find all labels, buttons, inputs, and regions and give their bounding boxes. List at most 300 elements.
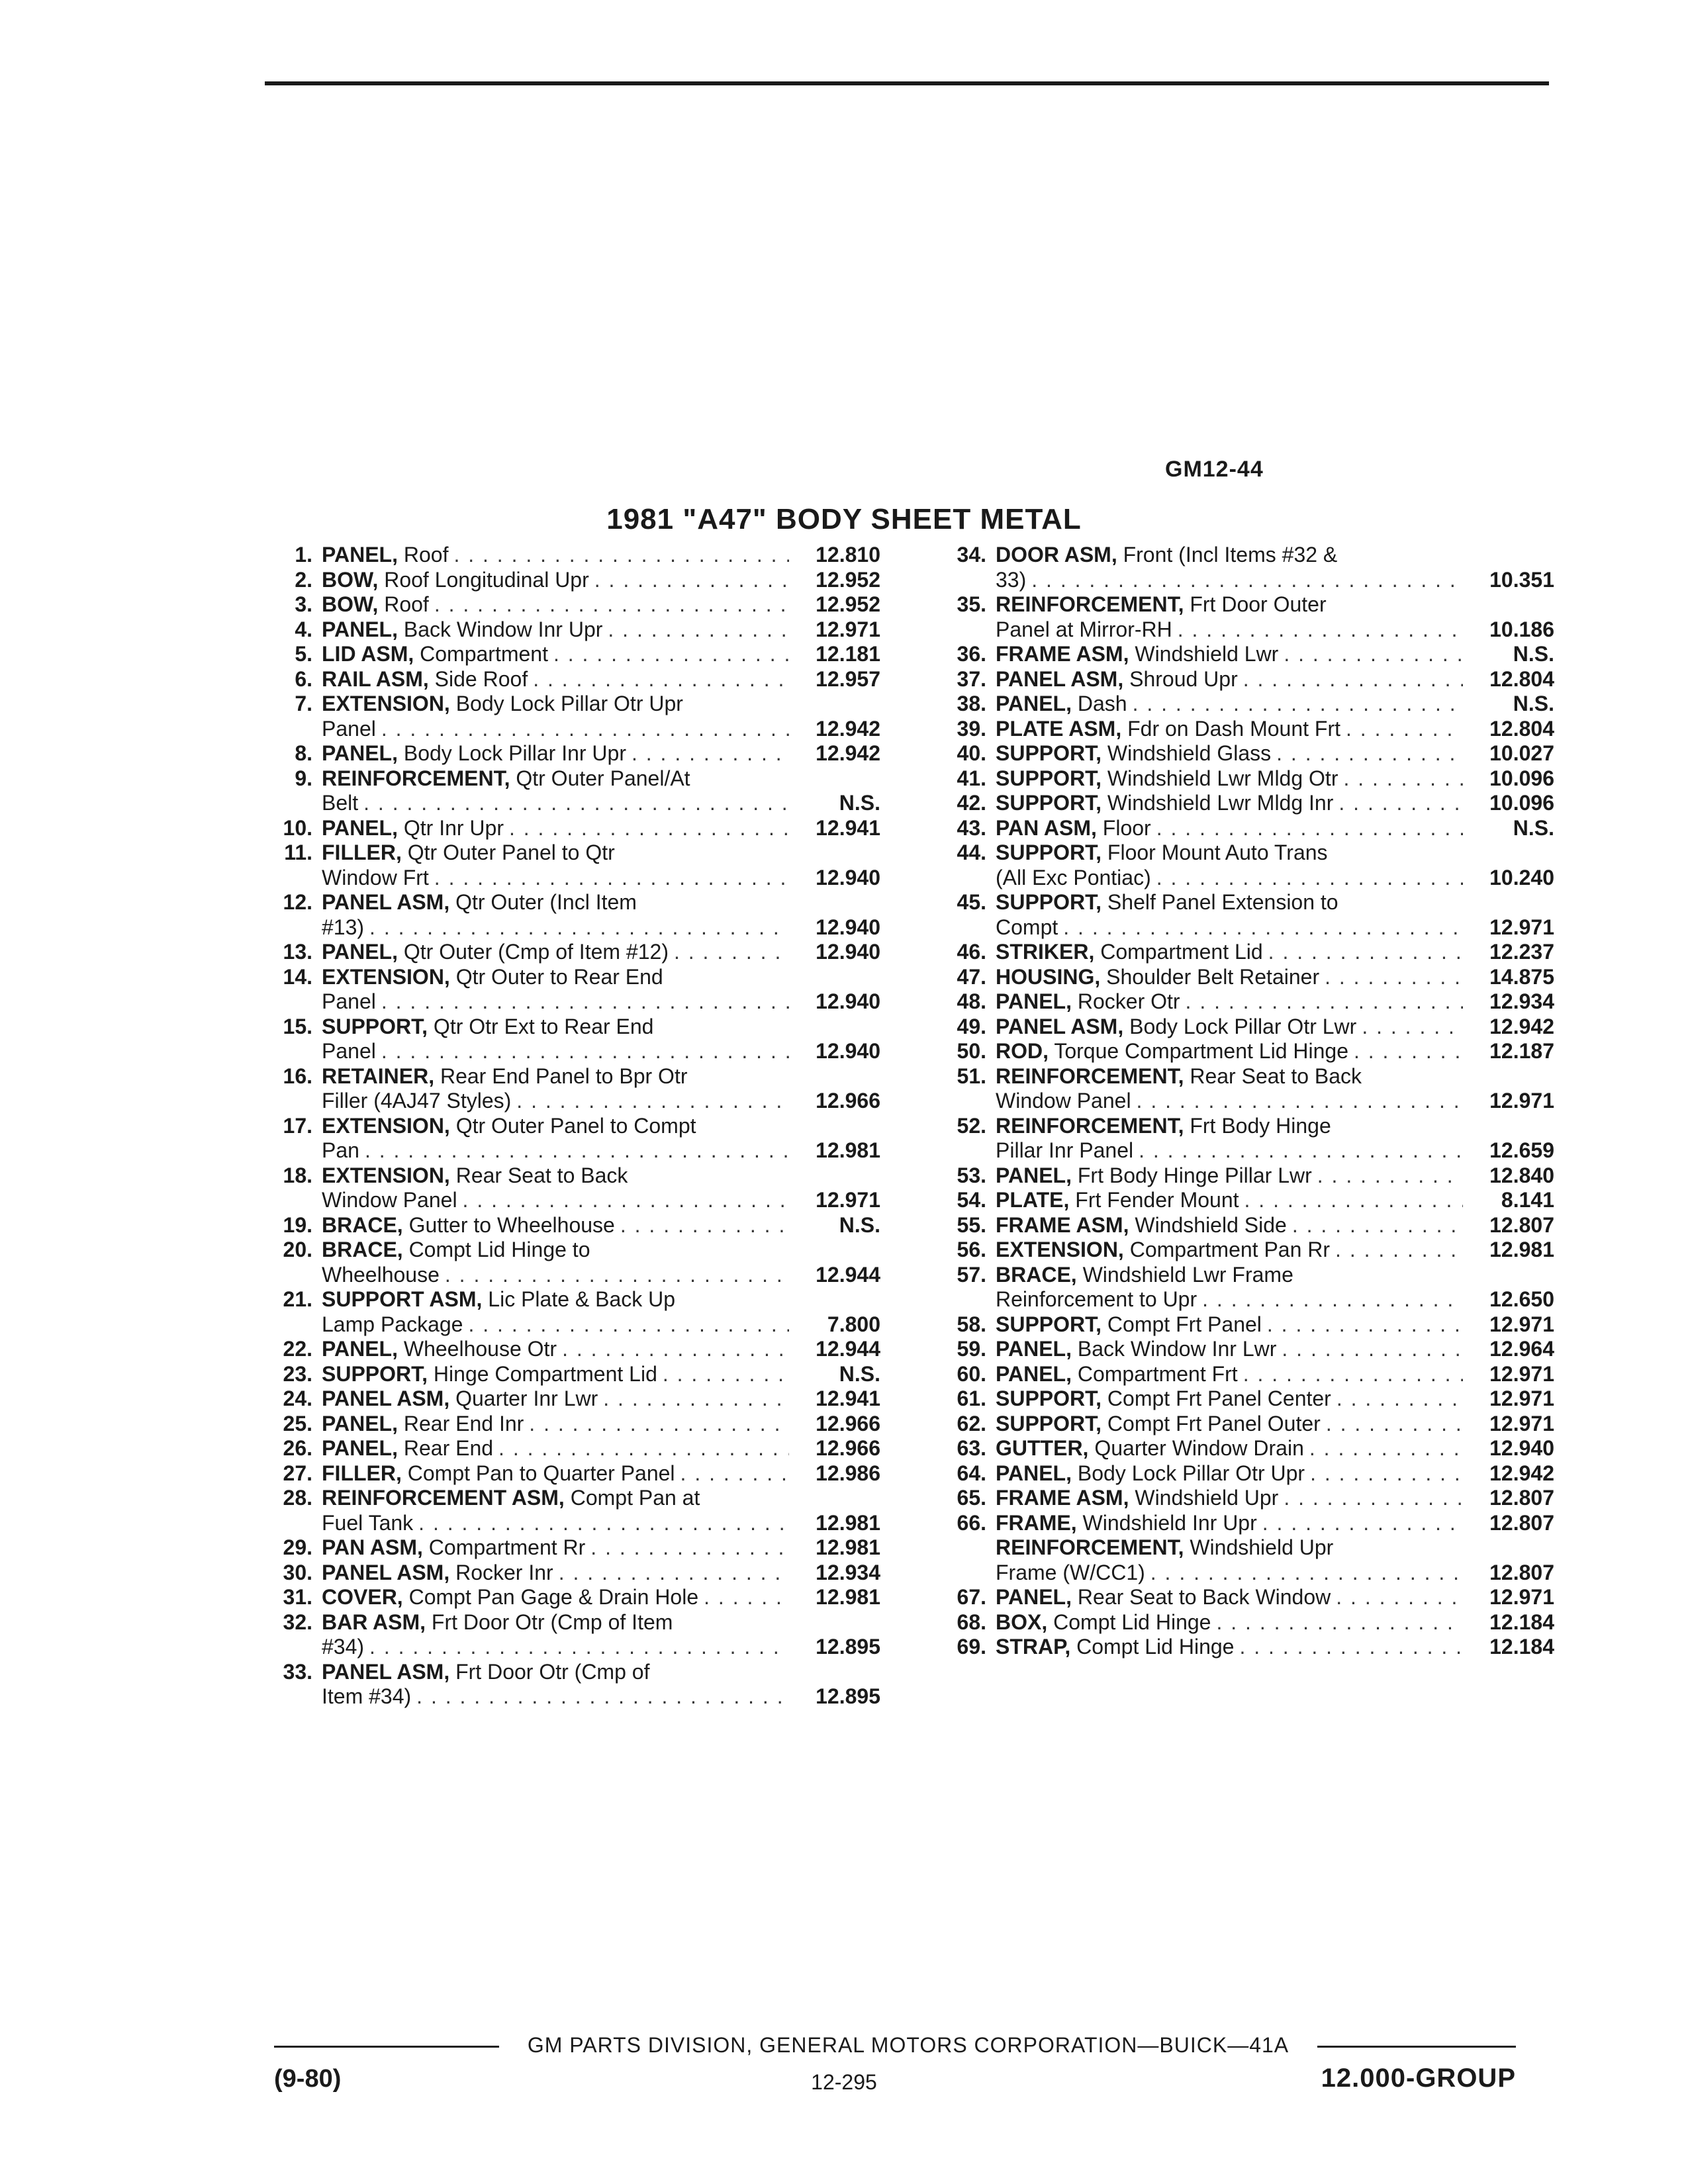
part-detail: Roof bbox=[397, 543, 449, 567]
part-name: FRAME ASM, bbox=[996, 1212, 1129, 1237]
part-description bbox=[322, 692, 880, 741]
part-description bbox=[996, 1213, 1554, 1238]
description-text bbox=[996, 866, 1151, 891]
item-number: 35. bbox=[957, 592, 986, 616]
description-line bbox=[996, 1163, 1554, 1189]
item-number: 26. bbox=[283, 1436, 312, 1460]
group-code: 12.659 bbox=[1489, 1138, 1554, 1162]
part-detail: Qtr Outer to Rear End bbox=[449, 964, 663, 989]
part-name: REINFORCEMENT, bbox=[996, 1064, 1184, 1088]
part-detail: Rear End Inr bbox=[397, 1411, 524, 1435]
part-name: BOW, bbox=[322, 567, 379, 592]
item-number: 29. bbox=[283, 1535, 312, 1559]
part-name: LID ASM, bbox=[322, 642, 414, 666]
group-code: 12.804 bbox=[1489, 716, 1554, 741]
item-number: 69. bbox=[957, 1635, 986, 1659]
part-detail: Frt Door Otr (Cmp of Item bbox=[426, 1610, 673, 1634]
item-number: 46. bbox=[957, 940, 986, 964]
description-line bbox=[996, 791, 1554, 816]
item-number: 65. bbox=[957, 1486, 986, 1510]
item-number: 39. bbox=[957, 716, 986, 741]
item-number: 49. bbox=[957, 1014, 986, 1038]
leader-dots bbox=[559, 1561, 789, 1586]
part-description bbox=[322, 642, 880, 667]
group-code: 12.944 bbox=[816, 1262, 880, 1287]
leader-dots bbox=[509, 816, 789, 841]
part-name: BRACE, bbox=[322, 1212, 403, 1237]
description-line bbox=[996, 890, 1554, 915]
item-number: 52. bbox=[957, 1113, 986, 1138]
description-line bbox=[996, 741, 1554, 766]
description-text bbox=[996, 940, 1263, 965]
part-detail: Rear Seat to Back Window bbox=[1071, 1585, 1331, 1609]
description-text bbox=[996, 692, 1127, 717]
part-detail: #13) bbox=[322, 915, 365, 939]
part-detail: Fuel Tank bbox=[322, 1510, 414, 1535]
part-detail: Window Frt bbox=[322, 865, 429, 889]
description-text bbox=[322, 1684, 411, 1709]
description-line bbox=[322, 965, 880, 990]
part-detail: Item #34) bbox=[322, 1684, 412, 1708]
part-name: BAR ASM, bbox=[322, 1610, 426, 1634]
leader-dots bbox=[1031, 568, 1463, 593]
part-detail: Frt Door Otr (Cmp of bbox=[449, 1659, 650, 1684]
group-code: 12.940 bbox=[816, 915, 880, 939]
leader-dots bbox=[516, 1089, 789, 1114]
part-description bbox=[996, 1436, 1554, 1461]
leader-dots bbox=[1326, 1412, 1463, 1437]
item-number: 6. bbox=[295, 666, 312, 691]
item-number: 23. bbox=[283, 1361, 312, 1386]
item-number: 2. bbox=[295, 567, 312, 592]
leader-dots bbox=[1243, 667, 1463, 692]
group-code: 12.971 bbox=[1489, 1411, 1554, 1435]
part-entry bbox=[258, 1287, 880, 1337]
description-line bbox=[996, 1362, 1554, 1387]
part-description bbox=[996, 692, 1554, 717]
description-text bbox=[996, 989, 1180, 1015]
item-number: 64. bbox=[957, 1461, 986, 1485]
part-entry bbox=[932, 692, 1554, 717]
leader-dots bbox=[590, 1535, 789, 1561]
description-text bbox=[322, 1263, 440, 1288]
leader-dots bbox=[1292, 1213, 1463, 1238]
part-detail: #34) bbox=[322, 1635, 365, 1659]
group-code: 12.986 bbox=[816, 1461, 880, 1485]
item-number: 50. bbox=[957, 1039, 986, 1063]
part-entry bbox=[258, 741, 880, 766]
description-text bbox=[322, 915, 364, 940]
part-description bbox=[322, 1610, 880, 1660]
description-line bbox=[996, 1561, 1554, 1586]
description-text bbox=[322, 1039, 376, 1064]
description-text bbox=[996, 1436, 1304, 1461]
part-description bbox=[322, 816, 880, 841]
part-entry bbox=[258, 1163, 880, 1213]
description-text bbox=[322, 667, 528, 692]
leader-dots bbox=[1309, 1436, 1463, 1461]
leader-dots bbox=[533, 667, 789, 692]
part-detail: Roof Longitudinal Upr bbox=[378, 567, 589, 592]
part-detail: Gutter to Wheelhouse bbox=[402, 1212, 615, 1237]
description-text bbox=[322, 1635, 364, 1660]
item-number: 60. bbox=[957, 1361, 986, 1386]
description-line bbox=[996, 1635, 1554, 1660]
description-text bbox=[322, 1660, 649, 1685]
part-entry bbox=[258, 1610, 880, 1660]
part-description bbox=[996, 1188, 1554, 1213]
description-line bbox=[322, 1089, 880, 1114]
part-description bbox=[996, 543, 1554, 592]
item-number: 32. bbox=[283, 1610, 312, 1634]
part-entry bbox=[932, 1312, 1554, 1338]
part-detail: Shelf Panel Extension to bbox=[1102, 890, 1338, 914]
description-text bbox=[996, 1610, 1211, 1635]
top-rule bbox=[265, 81, 1549, 85]
description-text bbox=[996, 1511, 1257, 1536]
part-detail: Qtr Inr Upr bbox=[397, 815, 504, 840]
group-code: 12.941 bbox=[816, 815, 880, 840]
leader-dots bbox=[1267, 1312, 1463, 1338]
description-line bbox=[996, 1337, 1554, 1362]
part-name: GUTTER, bbox=[996, 1436, 1089, 1460]
part-entry bbox=[932, 1238, 1554, 1263]
part-detail: Frt Body Hinge bbox=[1184, 1113, 1331, 1138]
part-description bbox=[322, 1163, 880, 1213]
group-code: 12.895 bbox=[816, 1635, 880, 1659]
item-number: 4. bbox=[295, 617, 312, 641]
leader-dots bbox=[663, 1362, 789, 1387]
group-code: 12.181 bbox=[816, 642, 880, 666]
leader-dots bbox=[434, 866, 789, 891]
item-number: 15. bbox=[283, 1014, 312, 1038]
leader-dots bbox=[498, 1436, 789, 1461]
part-entry bbox=[258, 1213, 880, 1238]
description-text bbox=[996, 667, 1238, 692]
description-line bbox=[322, 1436, 880, 1461]
part-description bbox=[996, 1312, 1554, 1338]
part-entry bbox=[932, 1436, 1554, 1461]
group-code: 12.971 bbox=[1489, 915, 1554, 939]
description-text bbox=[996, 1287, 1197, 1312]
part-name: FILLER, bbox=[322, 841, 402, 864]
part-entry bbox=[258, 1114, 880, 1163]
description-line bbox=[322, 1287, 880, 1312]
part-detail: Qtr Otr Ext to Rear End bbox=[428, 1014, 654, 1038]
part-name: SUPPORT ASM, bbox=[322, 1287, 483, 1311]
part-detail: Compt Frt Panel bbox=[1102, 1312, 1262, 1336]
part-description bbox=[996, 766, 1554, 792]
part-detail: Windshield Lwr Mldg Inr bbox=[1102, 791, 1334, 815]
part-detail: Rocker Otr bbox=[1071, 989, 1180, 1013]
description-text bbox=[322, 1114, 696, 1139]
part-detail: Windshield Lwr Frame bbox=[1076, 1262, 1293, 1287]
part-name: SUPPORT, bbox=[996, 1387, 1102, 1410]
description-line bbox=[996, 1263, 1554, 1288]
description-line bbox=[322, 717, 880, 742]
description-text bbox=[996, 1238, 1330, 1263]
part-description bbox=[322, 1015, 880, 1064]
group-code: 12.942 bbox=[1489, 1014, 1554, 1038]
item-number: 40. bbox=[957, 741, 986, 765]
part-description bbox=[996, 1114, 1554, 1163]
description-text bbox=[322, 1436, 493, 1461]
part-entry bbox=[258, 1387, 880, 1412]
part-name: REINFORCEMENT, bbox=[322, 766, 510, 790]
group-code: 10.351 bbox=[1489, 567, 1554, 592]
description-line bbox=[996, 1585, 1554, 1610]
description-text bbox=[322, 940, 669, 965]
part-description bbox=[322, 1362, 880, 1387]
leader-dots bbox=[1284, 1486, 1463, 1511]
leader-dots bbox=[1202, 1287, 1463, 1312]
group-code: 12.940 bbox=[816, 1039, 880, 1063]
part-detail: Windshield Upr bbox=[1129, 1486, 1279, 1510]
description-line bbox=[996, 1511, 1554, 1536]
part-detail: Torque Compartment Lid Hinge bbox=[1049, 1039, 1348, 1063]
part-name: PANEL ASM, bbox=[322, 1560, 450, 1584]
leader-dots bbox=[1338, 791, 1463, 816]
description-line bbox=[322, 1511, 880, 1536]
group-code: 12.971 bbox=[1489, 1312, 1554, 1336]
part-description bbox=[996, 1610, 1554, 1635]
part-name: SUPPORT, bbox=[322, 1361, 428, 1386]
leader-dots bbox=[1243, 1362, 1463, 1387]
group-code: 12.981 bbox=[1489, 1238, 1554, 1261]
part-description bbox=[996, 1585, 1554, 1610]
description-line bbox=[322, 1660, 880, 1685]
part-detail: Frame (W/CC1) bbox=[996, 1560, 1145, 1584]
leader-dots bbox=[704, 1585, 789, 1610]
part-detail: Compartment Pan Rr bbox=[1123, 1238, 1331, 1261]
part-name: PANEL, bbox=[996, 1585, 1072, 1609]
part-description bbox=[996, 741, 1554, 766]
part-entry bbox=[932, 1387, 1554, 1412]
description-line bbox=[322, 1362, 880, 1387]
description-line bbox=[322, 1461, 880, 1486]
part-detail: Compartment bbox=[414, 642, 548, 666]
description-text bbox=[996, 1015, 1356, 1040]
group-code: 12.940 bbox=[816, 989, 880, 1013]
part-detail: Windshield Side bbox=[1129, 1212, 1287, 1237]
description-line bbox=[996, 1436, 1554, 1461]
leader-dots bbox=[1284, 642, 1463, 667]
part-description bbox=[996, 1486, 1554, 1511]
part-detail: Shroud Upr bbox=[1123, 666, 1238, 691]
description-text bbox=[996, 1337, 1276, 1362]
item-number: 13. bbox=[283, 940, 312, 964]
description-line bbox=[322, 1684, 880, 1709]
group-code: 12.804 bbox=[1489, 666, 1554, 691]
leader-dots bbox=[453, 543, 789, 568]
group-code: 12.966 bbox=[816, 1089, 880, 1113]
part-description bbox=[996, 717, 1554, 742]
part-detail: Side Roof bbox=[428, 666, 528, 691]
part-detail: Rear End Panel to Bpr Otr bbox=[434, 1064, 688, 1088]
part-entry bbox=[932, 1337, 1554, 1362]
description-text bbox=[322, 1089, 511, 1114]
part-entry bbox=[932, 1511, 1554, 1586]
leader-dots bbox=[363, 791, 789, 816]
group-code: 12.971 bbox=[1489, 1387, 1554, 1410]
item-number: 66. bbox=[957, 1510, 986, 1535]
description-text bbox=[996, 592, 1327, 617]
part-name: SUPPORT, bbox=[996, 766, 1102, 790]
description-text bbox=[322, 692, 683, 717]
leader-dots bbox=[1186, 989, 1463, 1015]
leader-dots bbox=[1139, 1138, 1463, 1163]
part-description bbox=[996, 667, 1554, 692]
item-number: 1. bbox=[295, 543, 312, 567]
leader-dots bbox=[1317, 1163, 1463, 1189]
description-text bbox=[322, 741, 626, 766]
description-text bbox=[996, 642, 1278, 667]
part-name: REINFORCEMENT, bbox=[996, 1113, 1184, 1138]
description-text bbox=[322, 1387, 598, 1412]
item-number: 38. bbox=[957, 692, 986, 715]
part-detail: 33) bbox=[996, 567, 1027, 592]
part-description bbox=[322, 841, 880, 890]
description-line bbox=[322, 1114, 880, 1139]
part-name: BOW, bbox=[322, 592, 379, 616]
description-text bbox=[996, 1387, 1331, 1412]
part-detail: Wheelhouse bbox=[322, 1262, 440, 1287]
group-code: 12.957 bbox=[816, 666, 880, 691]
leader-dots bbox=[529, 1412, 789, 1437]
description-line bbox=[322, 1138, 880, 1163]
description-text bbox=[996, 1561, 1145, 1586]
part-description bbox=[996, 841, 1554, 890]
leader-dots bbox=[1336, 1387, 1463, 1412]
part-name: PANEL, bbox=[996, 989, 1072, 1013]
description-line bbox=[322, 1188, 880, 1213]
item-number: 24. bbox=[283, 1387, 312, 1410]
item-number: 25. bbox=[283, 1411, 312, 1435]
group-code: N.S. bbox=[839, 791, 880, 815]
leader-dots bbox=[369, 1635, 789, 1660]
item-number: 44. bbox=[957, 841, 986, 864]
part-name: PLATE, bbox=[996, 1188, 1070, 1212]
description-text bbox=[322, 717, 376, 742]
group-code: 12.187 bbox=[1489, 1039, 1554, 1063]
part-description bbox=[322, 1461, 880, 1486]
part-name: SUPPORT, bbox=[996, 841, 1102, 864]
part-entry bbox=[258, 841, 880, 890]
part-detail: Pillar Inr Panel bbox=[996, 1138, 1134, 1162]
footer-division: GM PARTS DIVISION, GENERAL MOTORS CORPORATION—BUICK—41A bbox=[527, 2033, 1289, 2057]
description-line bbox=[996, 965, 1554, 990]
leader-dots bbox=[1354, 1039, 1463, 1064]
description-text bbox=[322, 965, 663, 990]
leader-dots bbox=[1343, 766, 1463, 792]
part-name: PANEL ASM, bbox=[322, 1659, 450, 1684]
item-number: 31. bbox=[283, 1585, 312, 1609]
part-name: STRIKER, bbox=[996, 940, 1095, 964]
part-detail: Fdr on Dash Mount Frt bbox=[1121, 716, 1340, 741]
part-entry bbox=[258, 890, 880, 940]
part-name: PANEL, bbox=[996, 1361, 1072, 1386]
item-number: 62. bbox=[957, 1411, 986, 1435]
description-text bbox=[996, 1213, 1287, 1238]
part-description bbox=[322, 617, 880, 643]
part-detail: Window Panel bbox=[322, 1188, 457, 1212]
description-text bbox=[996, 1089, 1131, 1114]
leader-dots bbox=[1063, 915, 1463, 940]
part-entry bbox=[932, 816, 1554, 841]
part-name: PANEL, bbox=[322, 543, 398, 567]
part-detail: Pan bbox=[322, 1138, 359, 1162]
leader-dots bbox=[381, 989, 789, 1015]
part-entry bbox=[932, 1362, 1554, 1387]
description-line bbox=[996, 841, 1554, 866]
part-name: DOOR ASM, bbox=[996, 543, 1117, 567]
part-entry bbox=[932, 965, 1554, 990]
group-code: 12.940 bbox=[816, 940, 880, 964]
item-number: 56. bbox=[957, 1238, 986, 1261]
group-code: 12.971 bbox=[816, 1188, 880, 1212]
part-description bbox=[996, 940, 1554, 965]
part-name: SUPPORT, bbox=[996, 1411, 1102, 1435]
description-line bbox=[322, 1535, 880, 1561]
description-text bbox=[322, 989, 376, 1015]
item-number: 36. bbox=[957, 642, 986, 666]
part-detail: Filler (4AJ47 Styles) bbox=[322, 1089, 512, 1113]
description-line bbox=[996, 1287, 1554, 1312]
item-number: 41. bbox=[957, 766, 986, 790]
description-text bbox=[322, 890, 637, 915]
part-detail: Qtr Outer (Cmp of Item #12) bbox=[397, 940, 669, 964]
description-line bbox=[996, 1039, 1554, 1064]
part-name: PANEL, bbox=[322, 1436, 398, 1460]
part-name: PANEL, bbox=[322, 741, 398, 765]
leader-dots bbox=[369, 915, 789, 940]
description-line bbox=[996, 1610, 1554, 1635]
item-number: 3. bbox=[295, 592, 312, 616]
figure-code: GM12-44 bbox=[1165, 457, 1264, 482]
description-text bbox=[996, 717, 1340, 742]
part-entry bbox=[258, 1436, 880, 1461]
part-description bbox=[996, 642, 1554, 667]
group-code: 12.184 bbox=[1489, 1635, 1554, 1659]
description-line bbox=[996, 1138, 1554, 1163]
part-description bbox=[322, 543, 880, 568]
part-name: EXTENSION, bbox=[322, 1163, 450, 1187]
part-description bbox=[996, 1163, 1554, 1189]
part-description bbox=[322, 1387, 880, 1412]
leader-dots bbox=[1362, 1015, 1463, 1040]
part-detail: Panel bbox=[322, 716, 376, 741]
part-name: BOX, bbox=[996, 1610, 1048, 1634]
description-line bbox=[996, 1535, 1554, 1561]
parts-list-right-column bbox=[932, 543, 1554, 1660]
group-code: 12.934 bbox=[816, 1560, 880, 1584]
part-entry bbox=[258, 1064, 880, 1114]
description-line bbox=[322, 592, 880, 617]
group-code: 12.971 bbox=[1489, 1089, 1554, 1113]
footer-rule-right bbox=[1317, 2046, 1516, 2048]
description-text bbox=[996, 816, 1151, 841]
part-entry bbox=[258, 940, 880, 965]
description-text bbox=[322, 568, 589, 593]
description-text bbox=[996, 1486, 1278, 1511]
part-detail: Dash bbox=[1071, 692, 1127, 715]
part-detail: Compartment Lid bbox=[1094, 940, 1263, 964]
description-line bbox=[322, 866, 880, 891]
item-number: 53. bbox=[957, 1163, 986, 1187]
part-name: REINFORCEMENT, bbox=[996, 592, 1184, 616]
item-number: 28. bbox=[283, 1486, 312, 1510]
part-detail: Compt Frt Panel Center bbox=[1102, 1387, 1331, 1410]
